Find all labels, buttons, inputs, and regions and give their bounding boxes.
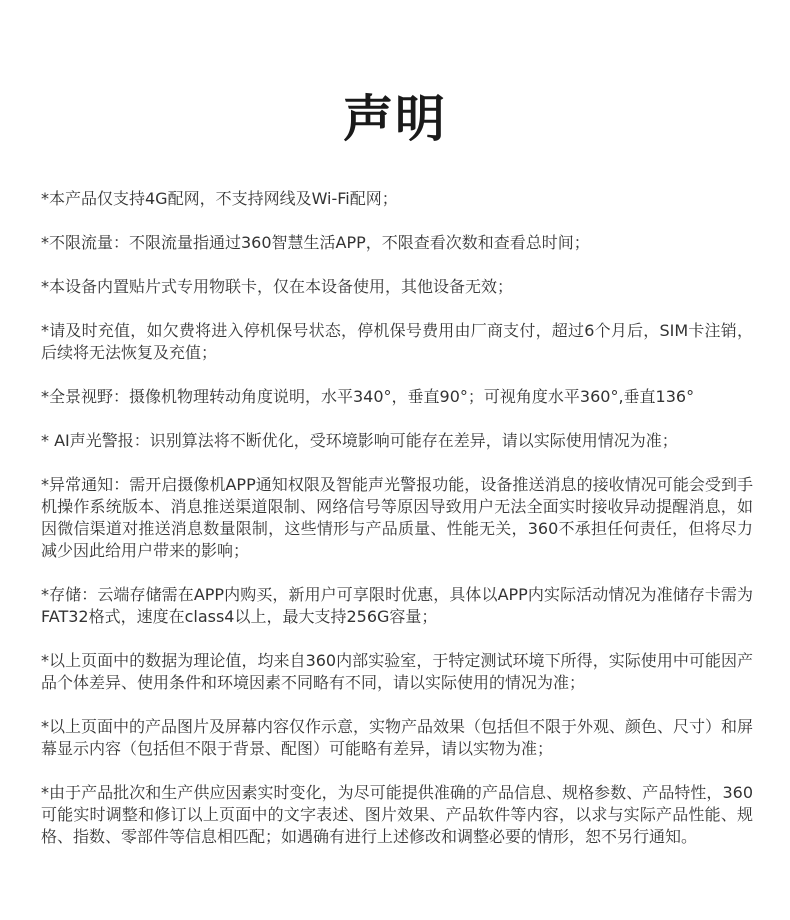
disclaimer-paragraph-unlimited-traffic: *不限流量：不限流量指通过360智慧生活APP，不限查看次数和查看总时间； [41,233,590,252]
disclaimer-paragraph-abnormal-notification: *异常通知：需开启摄像机APP通知权限及智能声光警报功能，设备推送消息的接收情况可能会受到手机操作系统版本、消息推送渠道限制、网络信号等原因导致用户无法全面实时接收异动提醒消息，如因微信渠道对推送消息数量限制，这些情形与产品质量、性能无关，360不承担任何责任，但将尽力减少因此给用户带来的影响； [41,475,753,560]
disclaimer-paragraph-recharge: *请及时充值，如欠费将进入停机保号状态，停机保号费用由厂商支付，超过6个月后，SIM卡注销，后续将无法恢复及充值； [41,321,753,362]
disclaimer-paragraph-theoretical-data: *以上页面中的数据为理论值，均来自360内部实验室，于特定测试环境下所得，实际使用中可能因产品个体差异、使用条件和环境因素不同略有不同，请以实际使用的情况为准； [41,651,753,692]
disclaimer-paragraph-storage: *存储：云端存储需在APP内购买，新用户可享限时优惠，具体以APP内实际活动情况为准储存卡需为FAT32格式，速度在class4以上，最大支持256G容量； [41,585,753,626]
disclaimer-paragraph-network: *本产品仅支持4G配网，不支持网线及Wi-Fi配网； [41,189,398,208]
disclaimer-paragraph-panoramic-view: *全景视野：摄像机物理转动角度说明，水平340°，垂直90°；可视角度水平360°,垂直136° [41,387,695,406]
disclaimer-paragraph-ai-alarm: * AI声光警报：识别算法将不断优化，受环境影响可能存在差异，请以实际使用情况为准； [41,431,678,450]
disclaimer-paragraph-batch-changes: *由于产品批次和生产供应因素实时变化，为尽可能提供准确的产品信息、规格参数、产品特性，360可能实时调整和修订以上页面中的文字表述、图片效果、产品软件等内容，以求与实际产品性能、规格、指数、零部件等信息相匹配；如遇确有进行上述修改和调整必要的情形，恕不另行通知。 [41,783,753,846]
disclaimer-paragraph-images: *以上页面中的产品图片及屏幕内容仅作示意，实物产品效果（包括但不限于外观、颜色、尺寸）和屏幕显示内容（包括但不限于背景、配图）可能略有差异，请以实物为准； [41,717,754,758]
disclaimer-paragraph-iot-card: *本设备内置贴片式专用物联卡，仅在本设备使用，其他设备无效； [41,277,514,296]
page-title: 声明 [343,90,447,148]
